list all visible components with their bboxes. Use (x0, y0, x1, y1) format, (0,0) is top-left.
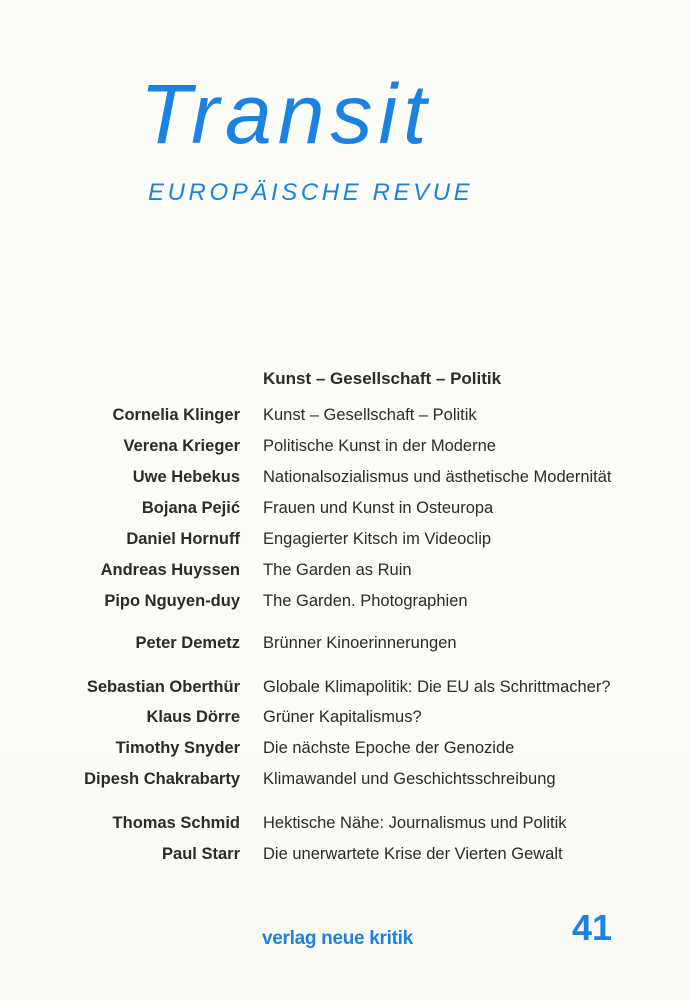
toc-article: Nationalsozialismus und ästhetische Modernität (263, 468, 612, 486)
toc-author: Sebastian Oberthür (86, 678, 240, 696)
section-heading: Kunst – Gesellschaft – Politik (263, 369, 502, 388)
toc-author: Verena Krieger (123, 437, 240, 455)
toc-article: Frauen und Kunst in Osteuropa (263, 499, 494, 517)
toc-author: Daniel Hornuff (126, 530, 240, 548)
magazine-subtitle: EUROPÄISCHE REVUE (148, 179, 474, 206)
toc-row (0, 530, 689, 554)
toc-author: Thomas Schmid (112, 814, 240, 832)
toc-article: The Garden as Ruin (263, 561, 412, 579)
publisher-name: verlag neue kritik (262, 928, 413, 949)
toc-row (0, 739, 689, 763)
toc-author: Klaus Dörre (146, 708, 240, 726)
issue-number: 41 (572, 907, 613, 948)
toc-row (0, 499, 689, 523)
toc-article: Die unerwartete Krise der Vierten Gewalt (263, 845, 563, 863)
toc-row (0, 561, 689, 585)
toc-author: Peter Demetz (135, 634, 240, 652)
toc-author: Paul Starr (162, 845, 240, 863)
toc-article: The Garden. Photographien (263, 592, 468, 610)
toc-row (0, 634, 689, 658)
toc-author: Timothy Snyder (115, 739, 240, 757)
toc-article: Politische Kunst in der Moderne (263, 437, 496, 455)
toc-article: Grüner Kapitalismus? (263, 708, 422, 726)
toc-author: Uwe Hebekus (132, 468, 240, 486)
toc-row (0, 708, 689, 732)
toc-row (0, 845, 689, 869)
toc-article: Globale Klimapolitik: Die EU als Schrittmacher? (263, 678, 611, 696)
toc-article: Kunst – Gesellschaft – Politik (263, 406, 477, 424)
toc-row (0, 770, 689, 794)
toc-author: Dipesh Chakrabarty (84, 770, 240, 788)
toc-row (0, 592, 689, 616)
toc-article: Hektische Nähe: Journalismus und Politik (263, 814, 567, 832)
toc-row (0, 468, 689, 492)
toc-author: Cornelia Klinger (112, 406, 240, 424)
magazine-title: Transit (140, 67, 433, 161)
toc-article: Klimawandel und Geschichtsschreibung (263, 770, 556, 788)
toc-author: Pipo Nguyen-duy (104, 592, 240, 610)
toc-row (0, 814, 689, 838)
toc-author: Bojana Pejić (141, 499, 240, 517)
toc-row (0, 437, 689, 461)
toc-author: Andreas Huyssen (100, 561, 240, 579)
toc-article: Engagierter Kitsch im Videoclip (263, 530, 492, 548)
toc-row (0, 406, 689, 430)
toc-article: Brünner Kinoerinnerungen (263, 634, 457, 652)
toc-row (0, 678, 689, 702)
toc-article: Die nächste Epoche der Genozide (263, 739, 515, 757)
